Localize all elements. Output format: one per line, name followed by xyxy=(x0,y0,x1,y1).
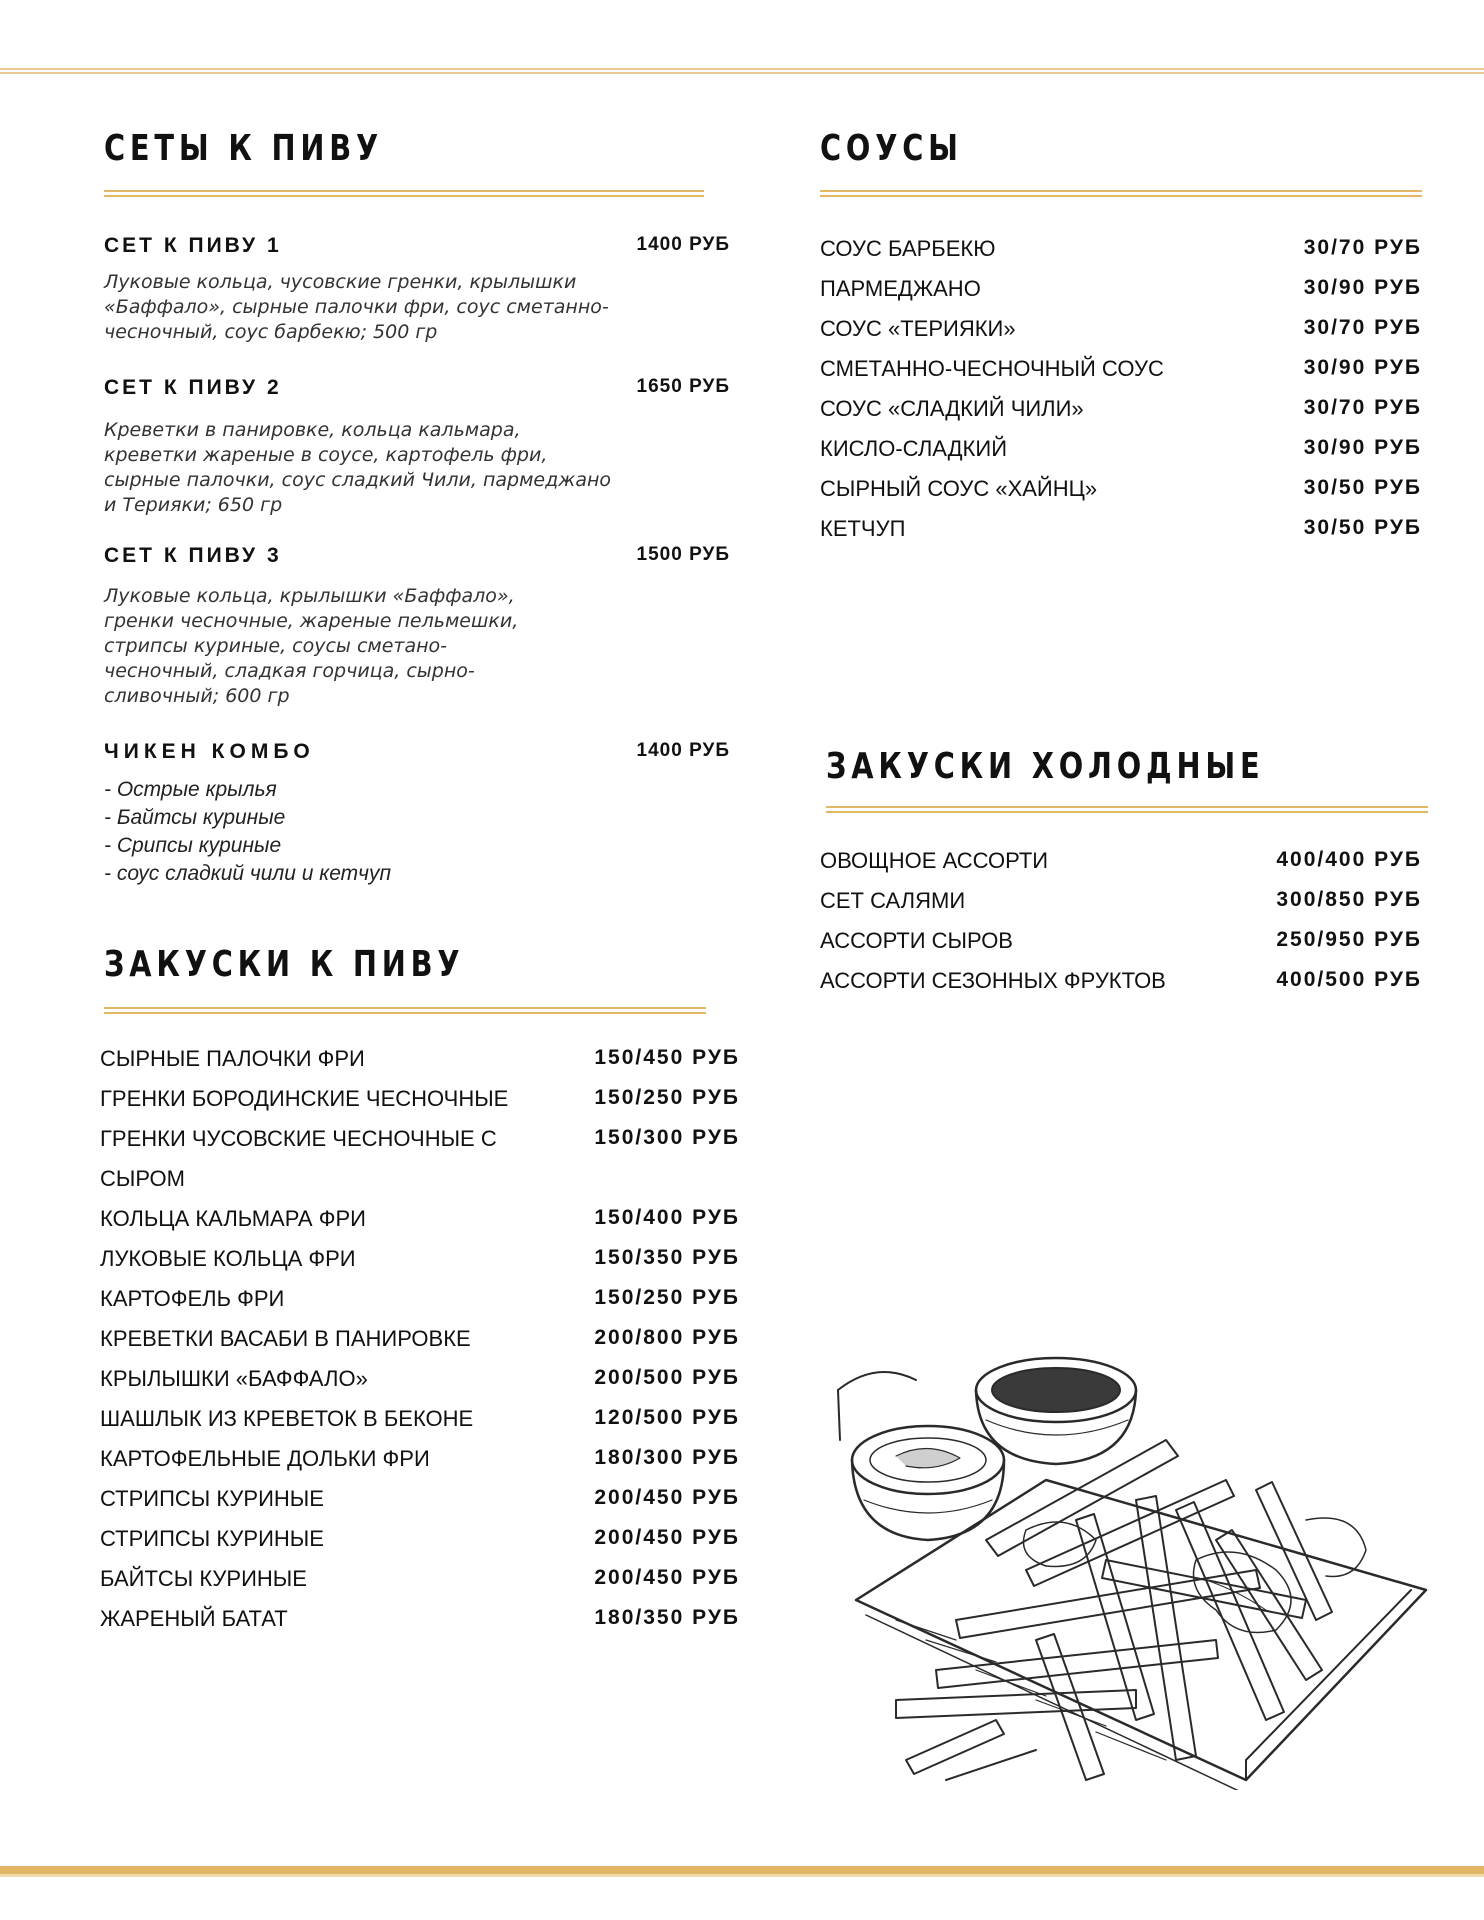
item-name: АССОРТИ СЕЗОННЫХ ФРУКТОВ xyxy=(820,968,1166,993)
item-name: СОУС БАРБЕКЮ xyxy=(820,236,996,261)
item-price: 200/450 РУБ xyxy=(594,1566,740,1589)
set-name: СЕТ К ПИВУ 1 xyxy=(104,234,282,257)
item-name: КАРТОФЕЛЬ ФРИ xyxy=(100,1286,285,1311)
item-price: 180/350 РУБ xyxy=(594,1606,740,1629)
set-name: СЕТ К ПИВУ 3 xyxy=(104,544,282,567)
set-description: Креветки в панировке, кольца кальмара, креветки жареные в соусе, картофель фри, сырные палочки, соус сладкий Чили, пармеджано и Терияки; 650 гр xyxy=(104,419,612,516)
set-description: Луковые кольца, чусовские гренки, крылышки «Баффало», сырные палочки фри, соус сметанно-чесночный, соус барбекю; 500 гр xyxy=(104,271,609,343)
beer-snacks-divider xyxy=(104,1007,706,1014)
beer-sets-divider xyxy=(104,190,704,197)
item-price: 200/450 РУБ xyxy=(594,1486,740,1509)
top-divider xyxy=(0,68,1484,74)
set-description: Луковые кольца, крылышки «Баффало», гренки чесночные, жареные пельмешки, стрипсы куриные, соусы сметано- чесночный, сладкая горчица, сырно- сливочный; 600 гр xyxy=(104,585,519,707)
item-price: 200/500 РУБ xyxy=(594,1366,740,1389)
item-name: СЫРНЫЕ ПАЛОЧКИ ФРИ xyxy=(100,1046,365,1071)
item-name: КОЛЬЦА КАЛЬМАРА ФРИ xyxy=(100,1206,366,1231)
bottom-divider xyxy=(0,1866,1484,1877)
item-name: КРЕВЕТКИ ВАСАБИ В ПАНИРОВКЕ xyxy=(100,1326,471,1351)
item-price: 30/90 РУБ xyxy=(1303,276,1422,299)
item-name: КИСЛО-СЛАДКИЙ xyxy=(820,436,1007,461)
item-price: 300/850 РУБ xyxy=(1276,888,1422,911)
combo-line: - Срипсы куриные xyxy=(104,834,282,857)
item-name: ЛУКОВЫЕ КОЛЬЦА ФРИ xyxy=(100,1246,356,1271)
item-name: СЕТ САЛЯМИ xyxy=(820,888,966,913)
cold-snacks-title: ЗАКУСКИ ХОЛОДНЫЕ xyxy=(826,746,1265,787)
item-price: 200/800 РУБ xyxy=(594,1326,740,1349)
item-price: 30/70 РУБ xyxy=(1303,396,1422,419)
item-price: 150/450 РУБ xyxy=(594,1046,740,1069)
item-price: 150/400 РУБ xyxy=(594,1206,740,1229)
combo-line: - Острые крылья xyxy=(104,778,277,801)
item-name: КЕТЧУП xyxy=(820,516,906,541)
item-name: СТРИПСЫ КУРИНЫЕ xyxy=(100,1526,324,1551)
item-name: ГРЕНКИ БОРОДИНСКИЕ ЧЕСНОЧНЫЕ xyxy=(100,1086,509,1111)
combo-contents xyxy=(104,776,391,888)
set-price: 1500 РУБ xyxy=(636,544,730,565)
item-price: 200/450 РУБ xyxy=(594,1526,740,1549)
item-name: ГРЕНКИ ЧУСОВСКИЕ ЧЕСНОЧНЫЕ С xyxy=(100,1126,497,1151)
item-name: ЖАРЕНЫЙ БАТАТ xyxy=(100,1606,288,1631)
item-name: ОВОЩНОЕ АССОРТИ xyxy=(820,848,1049,873)
item-price: 150/350 РУБ xyxy=(594,1246,740,1269)
item-price: 30/50 РУБ xyxy=(1303,516,1422,539)
item-name: АССОРТИ СЫРОВ xyxy=(820,928,1013,953)
set-name: СЕТ К ПИВУ 2 xyxy=(104,376,282,399)
item-name: СТРИПСЫ КУРИНЫЕ xyxy=(100,1486,324,1511)
item-price: 30/90 РУБ xyxy=(1303,436,1422,459)
item-name: КРЫЛЫШКИ «БАФФАЛО» xyxy=(100,1366,368,1391)
beer-sets-title: СЕТЫ К ПИВУ xyxy=(104,128,384,169)
item-name: СОУС «СЛАДКИЙ ЧИЛИ» xyxy=(820,396,1084,421)
item-price: 30/70 РУБ xyxy=(1303,236,1422,259)
item-name: БАЙТСЫ КУРИНЫЕ xyxy=(100,1566,307,1591)
item-price: 30/70 РУБ xyxy=(1303,316,1422,339)
set-price: 1400 РУБ xyxy=(636,234,730,255)
item-price: 250/950 РУБ xyxy=(1276,928,1422,951)
item-price: 30/90 РУБ xyxy=(1303,356,1422,379)
item-price: 400/400 РУБ xyxy=(1276,848,1422,871)
sauces-divider xyxy=(820,190,1422,197)
item-name: СОУС «ТЕРИЯКИ» xyxy=(820,316,1016,341)
fries-sauce-board-icon xyxy=(836,1340,1436,1790)
cold-snacks-divider xyxy=(826,806,1428,813)
set-name: ЧИКЕН КОМБО xyxy=(104,740,315,763)
item-name: ШАШЛЫК ИЗ КРЕВЕТОК В БЕКОНЕ xyxy=(100,1406,474,1431)
item-price: 150/300 РУБ xyxy=(594,1126,740,1149)
item-name: ПАРМЕДЖАНО xyxy=(820,276,981,301)
set-price: 1650 РУБ xyxy=(636,376,730,397)
item-price: 150/250 РУБ xyxy=(594,1286,740,1309)
item-price: 150/250 РУБ xyxy=(594,1086,740,1109)
item-price: 120/500 РУБ xyxy=(594,1406,740,1429)
item-price: 400/500 РУБ xyxy=(1276,968,1422,991)
item-name: КАРТОФЕЛЬНЫЕ ДОЛЬКИ ФРИ xyxy=(100,1446,430,1471)
combo-line: - Байтсы куриные xyxy=(104,806,286,829)
chicken-combo xyxy=(104,740,730,890)
beer-snacks-title: ЗАКУСКИ К ПИВУ xyxy=(104,944,465,985)
sauces-title: СОУСЫ xyxy=(820,128,963,169)
set-price: 1400 РУБ xyxy=(636,740,730,761)
combo-line: - соус сладкий чили и кетчуп xyxy=(104,862,392,885)
item-price: 30/50 РУБ xyxy=(1303,476,1422,499)
item-price: 180/300 РУБ xyxy=(594,1446,740,1469)
item-name: СМЕТАННО-ЧЕСНОЧНЫЙ СОУС xyxy=(820,356,1164,381)
item-name: СЫРОМ xyxy=(100,1166,185,1191)
item-name: СЫРНЫЙ СОУС «ХАЙНЦ» xyxy=(820,476,1098,501)
